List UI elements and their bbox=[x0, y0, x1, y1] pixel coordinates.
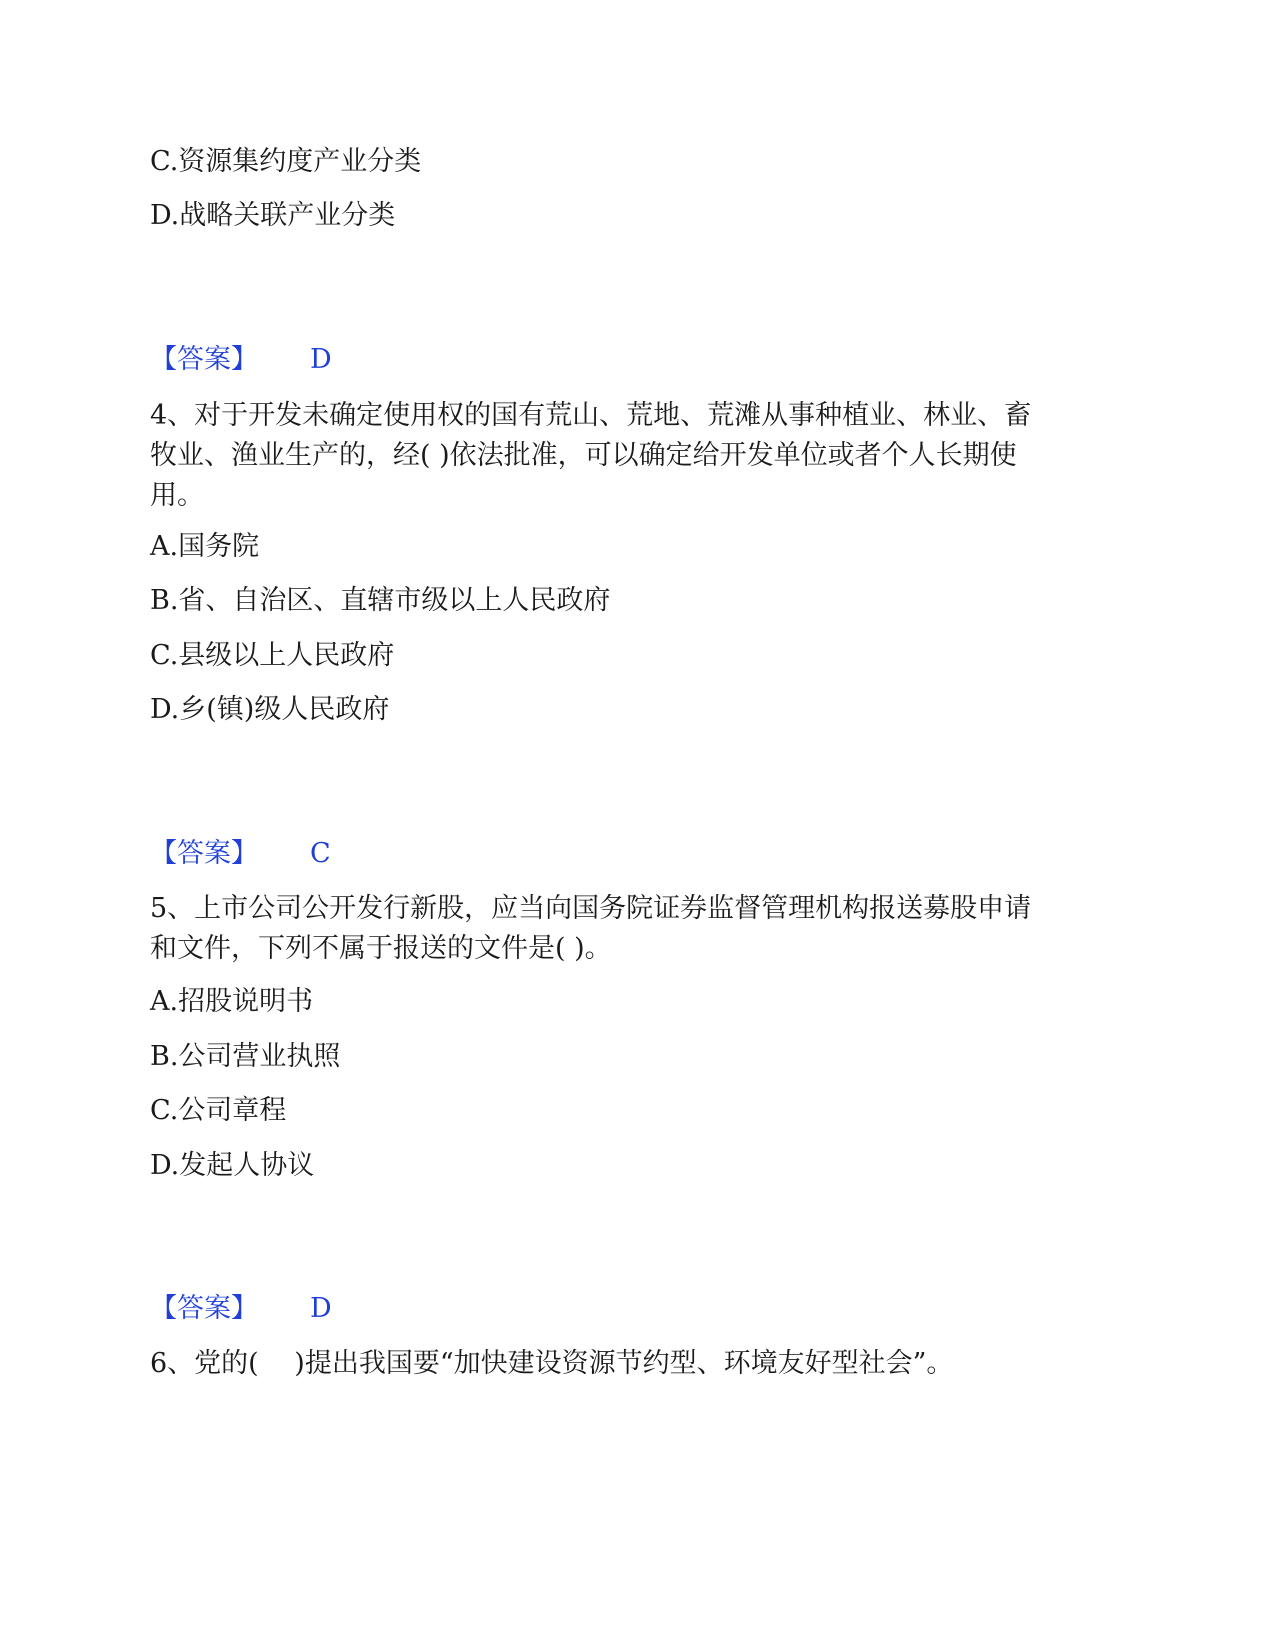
option-a: A.国务院 bbox=[150, 531, 260, 562]
option-d: D.战略关联产业分类 bbox=[150, 200, 396, 231]
question-line: 6、党的( )提出我国要“加快建设资源节约型、环境友好型社会”。 bbox=[150, 1348, 954, 1379]
question-line: 牧业、渔业生产的，经( )依法批准，可以确定给开发单位或者个人长期使 bbox=[150, 440, 1017, 471]
answer-label: 【答案】 bbox=[150, 838, 258, 869]
question-line: 5、上市公司公开发行新股，应当向国务院证券监督管理机构报送募股申请 bbox=[150, 893, 1032, 924]
option-c: C.公司章程 bbox=[150, 1095, 287, 1126]
answer-line bbox=[150, 1289, 332, 1329]
question-line: 和文件，下列不属于报送的文件是( )。 bbox=[150, 933, 612, 964]
answer-value: D bbox=[310, 1293, 332, 1324]
question-4-stem bbox=[150, 396, 1100, 516]
option-c: C.县级以上人民政府 bbox=[150, 640, 395, 671]
question-line: 4、对于开发未确定使用权的国有荒山、荒地、荒滩从事种植业、林业、畜 bbox=[150, 400, 1032, 431]
option-b: B.公司营业执照 bbox=[150, 1041, 341, 1072]
answer-line bbox=[150, 834, 331, 874]
answer-label: 【答案】 bbox=[150, 344, 258, 375]
question-5-stem bbox=[150, 889, 1100, 969]
answer-value: C bbox=[310, 838, 331, 869]
option-a: A.招股说明书 bbox=[150, 986, 314, 1017]
option-c: C.资源集约度产业分类 bbox=[150, 146, 422, 177]
answer-value: D bbox=[310, 344, 332, 375]
question-6-stem bbox=[150, 1344, 1100, 1384]
option-b: B.省、自治区、直辖市级以上人民政府 bbox=[150, 585, 611, 616]
option-d: D.乡(镇)级人民政府 bbox=[150, 694, 390, 725]
question-line: 用。 bbox=[150, 480, 204, 511]
answer-line bbox=[150, 340, 332, 380]
option-d: D.发起人协议 bbox=[150, 1150, 315, 1181]
answer-label: 【答案】 bbox=[150, 1293, 258, 1324]
